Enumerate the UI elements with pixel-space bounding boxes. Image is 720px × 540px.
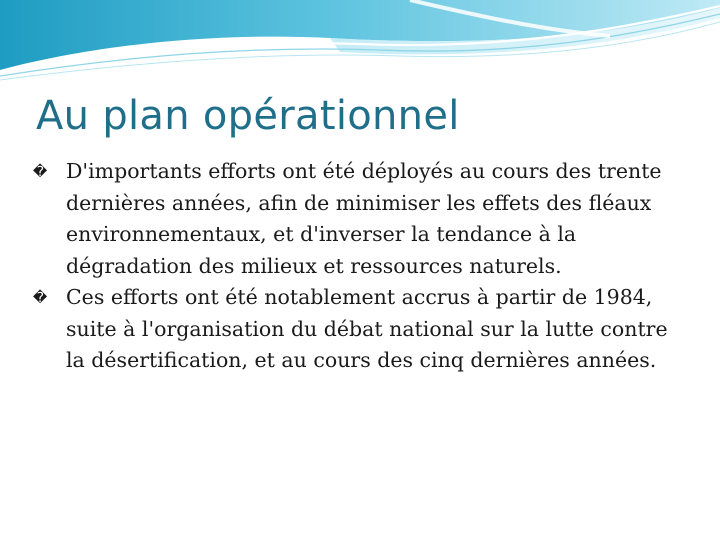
- slide-title: Au plan opérationnel: [36, 93, 460, 139]
- decorative-wave-header: [0, 0, 720, 90]
- bullet-item: [30, 156, 680, 282]
- bullet-text: D'importants efforts ont été déployés au cours des trente dernières années, afin de minimiser les effets des fléaux environnementaux, et d'inverser la tendance à la dégradation des milieux et ressources naturels.: [66, 159, 662, 278]
- bullet-text: Ces efforts ont été notablement accrus à partir de 1984, suite à l'organisation du débat national sur la lutte contre la désertification, et au cours des cinq dernières années.: [66, 285, 668, 372]
- bullet-list: [30, 156, 680, 377]
- bullet-marker-icon: �: [32, 290, 48, 306]
- bullet-marker-icon: �: [32, 164, 48, 180]
- bullet-item: [30, 282, 680, 377]
